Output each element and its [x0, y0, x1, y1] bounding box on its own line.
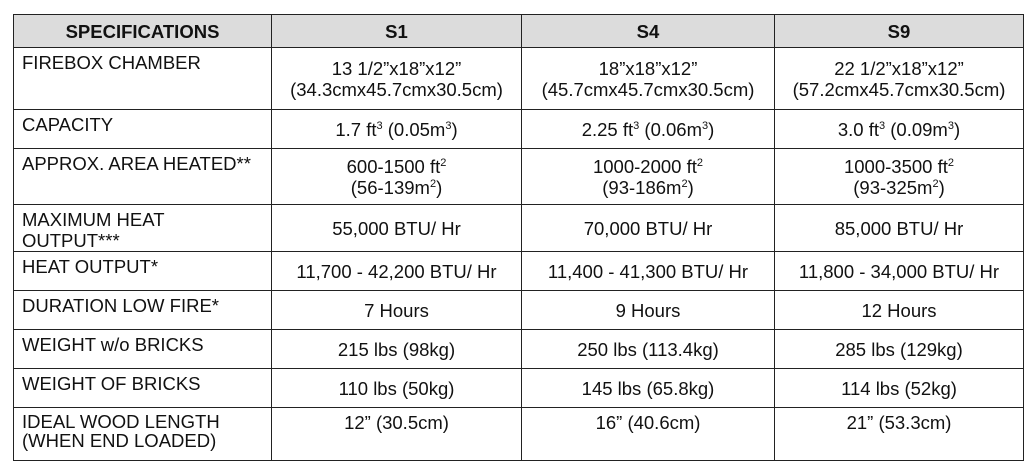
cell-s1: 55,000 BTU/ Hr	[272, 205, 522, 252]
cell-s1: 11,700 - 42,200 BTU/ Hr	[272, 252, 522, 291]
row-label: HEAT OUTPUT*	[14, 252, 272, 291]
cell-s4: 9 Hours	[522, 291, 775, 330]
cell-s4: 16” (40.6cm)	[522, 408, 775, 461]
cell-s1: 215 lbs (98kg)	[272, 330, 522, 369]
row-maximum-heat-output	[14, 205, 1024, 252]
header-model-s9: S9	[775, 15, 1024, 48]
row-heat-output	[14, 252, 1024, 291]
cell-s4: 11,400 - 41,300 BTU/ Hr	[522, 252, 775, 291]
cell-s9: 3.0 $ft^3$ $(0.09m^3)$	[775, 110, 1024, 149]
row-label: FIREBOX CHAMBER	[14, 48, 272, 110]
cell-s4: 18”x18”x12” (45.7cmx45.7cmx30.5cm)	[522, 48, 775, 110]
cell-s4: 250 lbs (113.4kg)	[522, 330, 775, 369]
row-label: WEIGHT w/o BRICKS	[14, 330, 272, 369]
row-firebox-chamber	[14, 48, 1024, 110]
cell-s9: 114 lbs (52kg)	[775, 369, 1024, 408]
cell-s1: 600-1500 $ft^2$ $(56-139m^2)$	[272, 149, 522, 205]
cell-s9: 285 lbs (129kg)	[775, 330, 1024, 369]
row-duration-low-fire	[14, 291, 1024, 330]
cell-s9: 12 Hours	[775, 291, 1024, 330]
row-weight-of-bricks	[14, 369, 1024, 408]
cell-s1: 12” (30.5cm)	[272, 408, 522, 461]
header-row	[14, 15, 1024, 48]
cell-s9: 21” (53.3cm)	[775, 408, 1024, 461]
cell-s4: 145 lbs (65.8kg)	[522, 369, 775, 408]
specifications-table	[13, 14, 1024, 461]
row-label: WEIGHT OF BRICKS	[14, 369, 272, 408]
row-ideal-wood-length	[14, 408, 1024, 461]
cell-s4: 2.25 $ft^3$ $(0.06m^3)$	[522, 110, 775, 149]
cell-s1: 13 1/2”x18”x12” (34.3cmx45.7cmx30.5cm)	[272, 48, 522, 110]
row-capacity	[14, 110, 1024, 149]
cell-s9: 1000-3500 $ft^2$ $(93-325m^2)$	[775, 149, 1024, 205]
cell-s1: 7 Hours	[272, 291, 522, 330]
row-label: IDEAL WOOD LENGTH (WHEN END LOADED)	[14, 408, 272, 461]
cell-s9: 22 1/2”x18”x12” (57.2cmx45.7cmx30.5cm)	[775, 48, 1024, 110]
header-model-s1: S1	[272, 15, 522, 48]
row-weight-without-bricks	[14, 330, 1024, 369]
header-specifications: SPECIFICATIONS	[14, 15, 272, 48]
cell-s1: 110 lbs (50kg)	[272, 369, 522, 408]
row-approx-area-heated	[14, 149, 1024, 205]
row-label: DURATION LOW FIRE*	[14, 291, 272, 330]
header-model-s4: S4	[522, 15, 775, 48]
row-label: CAPACITY	[14, 110, 272, 149]
specifications-table-container	[13, 14, 1024, 461]
cell-s4: 70,000 BTU/ Hr	[522, 205, 775, 252]
row-label: APPROX. AREA HEATED**	[14, 149, 272, 205]
cell-s9: 11,800 - 34,000 BTU/ Hr	[775, 252, 1024, 291]
cell-s9: 85,000 BTU/ Hr	[775, 205, 1024, 252]
cell-s4: 1000-2000 $ft^2$ $(93-186m^2)$	[522, 149, 775, 205]
cell-s1: 1.7 $ft^3$ $(0.05m^3)$	[272, 110, 522, 149]
row-label: MAXIMUM HEAT OUTPUT***	[14, 205, 272, 252]
